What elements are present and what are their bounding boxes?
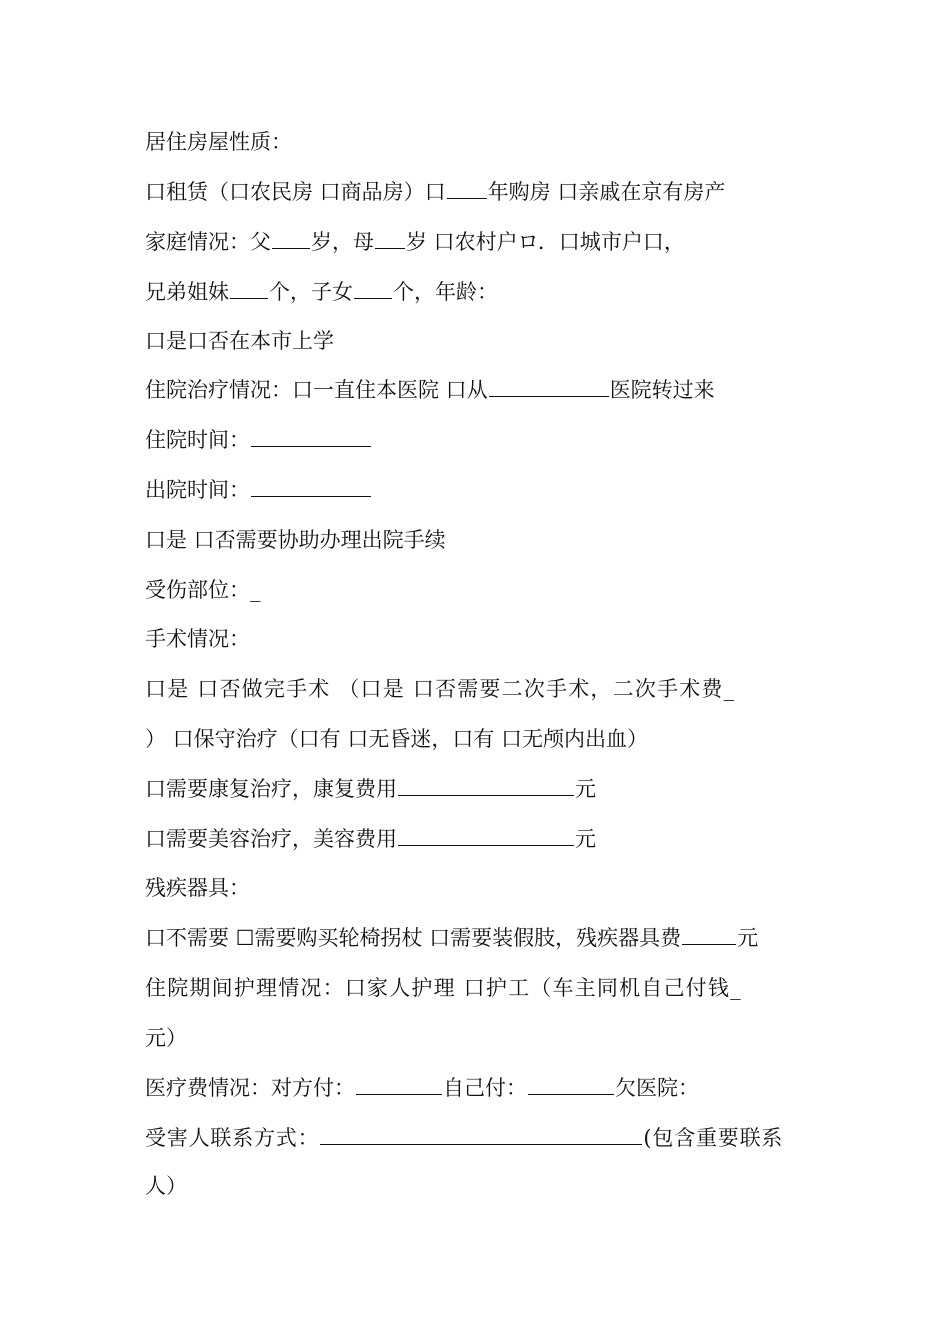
- text: (包含重要联系: [643, 1126, 784, 1150]
- text: 住院期间护理情况：口家人护理 口护工（车主同机自己付钱_: [145, 976, 742, 1000]
- text: 家庭情况：父: [145, 230, 271, 254]
- text: 住院治疗情况：口一直住本医院 口从: [145, 378, 488, 402]
- text: 医疗费情况：对方付：: [145, 1076, 355, 1100]
- contact-line: [145, 1124, 815, 1152]
- housing-options-line: [145, 178, 815, 206]
- text: 元: [575, 827, 596, 851]
- equipment-cost-blank[interactable]: [682, 924, 736, 945]
- hospitalization-line: [145, 376, 815, 404]
- other-party-paid-blank[interactable]: [356, 1074, 442, 1095]
- discharge-assist-line: [145, 526, 815, 554]
- text: 出院时间：: [145, 478, 250, 502]
- text: 人）: [145, 1174, 187, 1198]
- text: 年购房 口亲戚在京有房产: [487, 180, 726, 204]
- nursing-line: [145, 974, 815, 1002]
- siblings-children-line: [145, 278, 815, 306]
- injury-site-line: [145, 576, 815, 604]
- text: 岁 口农村户ロ．口城市户口，: [406, 230, 685, 254]
- school-line: [145, 327, 815, 355]
- text: 口租赁（口农民房 口商品房）口: [145, 180, 446, 204]
- text: 残疾器具：: [145, 876, 250, 900]
- text: 自己付：: [443, 1076, 527, 1100]
- transfer-hospital-blank[interactable]: [489, 376, 609, 397]
- text: 医院转过来: [609, 378, 715, 402]
- contact-line-end: [145, 1172, 815, 1200]
- text: 居住房屋性质：: [145, 130, 292, 154]
- admission-time-blank[interactable]: [251, 426, 371, 447]
- text: 口需要康复治疗，康复费用: [145, 777, 397, 801]
- text: 住院时间：: [145, 428, 250, 452]
- surgery-options-line: [145, 675, 815, 703]
- text: 口是口否在本市上学: [145, 329, 334, 353]
- text: 元）: [145, 1026, 187, 1050]
- medical-fees-line: [145, 1074, 815, 1102]
- conservative-treatment-line: [145, 725, 815, 753]
- contact-blank[interactable]: [320, 1124, 642, 1145]
- cosmetic-cost-blank[interactable]: [398, 825, 574, 846]
- text: 口需要美容治疗，美容费用: [145, 827, 397, 851]
- admission-time-line: [145, 426, 815, 454]
- equipment-options-line: [145, 924, 815, 952]
- surgery-heading: [145, 625, 815, 653]
- discharge-time-blank[interactable]: [251, 476, 371, 497]
- purchase-year-blank[interactable]: [447, 178, 487, 199]
- text: 元: [737, 926, 759, 950]
- rehab-line: [145, 775, 815, 803]
- siblings-count-blank[interactable]: [230, 278, 268, 299]
- self-paid-blank[interactable]: [528, 1074, 614, 1095]
- text: 受伤部位：_: [145, 578, 261, 602]
- disability-equipment-heading: [145, 874, 815, 902]
- discharge-time-line: [145, 476, 815, 504]
- text: 个，年龄：: [393, 280, 498, 304]
- text: 个，子女: [269, 280, 353, 304]
- text: ） 口保守治疗（口有 口无昏迷，口有 口无颅内出血）: [145, 727, 649, 751]
- children-count-blank[interactable]: [354, 278, 392, 299]
- rehab-cost-blank[interactable]: [398, 775, 574, 796]
- family-situation-line: [145, 228, 815, 256]
- text: 元: [575, 777, 596, 801]
- housing-type-heading: [145, 128, 815, 156]
- text: 手术情况：: [145, 627, 250, 651]
- mother-age-blank[interactable]: [375, 228, 405, 249]
- text: 欠医院：: [615, 1076, 699, 1100]
- cosmetic-line: [145, 825, 815, 853]
- text: 受害人联系方式：: [145, 1126, 320, 1150]
- text: 兄弟姐妹: [145, 280, 229, 304]
- text: 口不需要 ☐需要购买轮椅拐杖 口需要装假肢，残疾器具费: [145, 926, 682, 950]
- text: 口是 口否需要协助办理出院手续: [145, 528, 446, 552]
- father-age-blank[interactable]: [272, 228, 310, 249]
- text: 口是 口否做完手术 （口是 口否需要二次手术，二次手术费_: [145, 677, 736, 701]
- text: 岁，母: [311, 230, 374, 254]
- nursing-cost-line: [145, 1024, 815, 1052]
